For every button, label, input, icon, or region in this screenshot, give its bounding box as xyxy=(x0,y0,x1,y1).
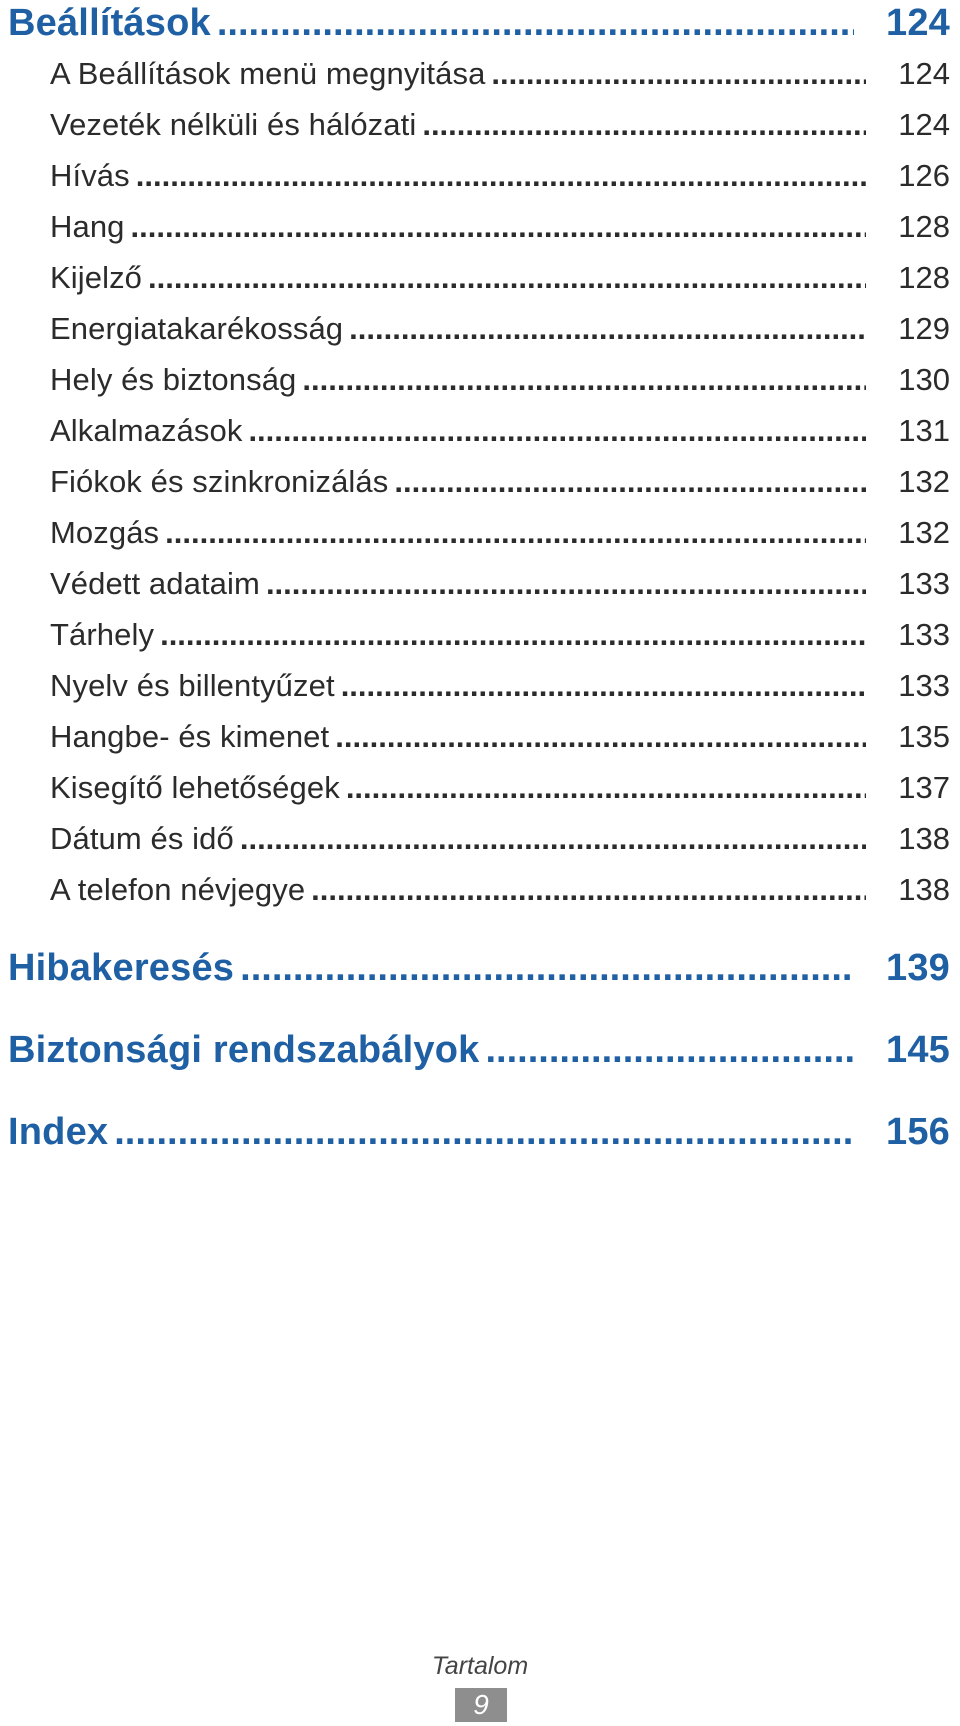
toc-item-title: Kisegítő lehetőségek xyxy=(50,770,340,805)
toc-leader-dots xyxy=(131,209,866,245)
toc-page-number: 132 xyxy=(898,464,950,499)
toc-leader-dots xyxy=(240,821,866,857)
toc-item-title: Hangbe- és kimenet xyxy=(50,719,330,754)
toc-item-title: Alkalmazások xyxy=(50,413,243,448)
toc-section-title: Index xyxy=(8,1111,109,1153)
toc-leader-dots xyxy=(485,1029,854,1072)
toc-item-title: Energiatakarékosság xyxy=(50,311,344,346)
toc-page-number: 129 xyxy=(898,311,950,346)
toc-item[interactable] xyxy=(50,107,950,143)
footer-section-label: Tartalom xyxy=(431,1652,529,1680)
toc-page-number: 138 xyxy=(898,872,950,907)
toc-leader-dots xyxy=(346,770,866,806)
toc-leader-dots xyxy=(349,311,866,347)
toc-item[interactable] xyxy=(50,362,950,398)
toc-item[interactable] xyxy=(50,668,950,704)
toc-item[interactable] xyxy=(50,413,950,449)
toc-item-title: A telefon névjegye xyxy=(50,872,306,907)
toc-item-title: Hívás xyxy=(50,158,130,193)
toc-leader-dots xyxy=(266,566,866,602)
toc-item[interactable] xyxy=(50,872,950,908)
toc-leader-dots xyxy=(302,362,866,398)
toc-page-number: 124 xyxy=(885,2,950,44)
toc-item[interactable] xyxy=(50,311,950,347)
toc-item-title: Hely és biztonság xyxy=(50,362,297,397)
toc-item[interactable] xyxy=(50,209,950,245)
toc-leader-dots xyxy=(335,719,866,755)
toc-page-number: 128 xyxy=(898,260,950,295)
toc-leader-dots xyxy=(491,56,866,92)
toc-item[interactable] xyxy=(50,566,950,602)
toc-item-title: Hang xyxy=(50,209,125,244)
toc-page-number: 133 xyxy=(898,617,950,652)
toc-section-title: Biztonsági rendszabályok xyxy=(8,1029,480,1071)
toc-page-number: 126 xyxy=(898,158,950,193)
toc-leader-dots xyxy=(165,515,866,551)
toc-item[interactable] xyxy=(50,770,950,806)
toc-leader-dots xyxy=(114,1111,854,1154)
toc-leader-dots xyxy=(136,158,866,194)
toc-page-number: 132 xyxy=(898,515,950,550)
toc-page-number: 156 xyxy=(885,1111,950,1153)
toc-page-number: 124 xyxy=(898,107,950,142)
toc-section-settings[interactable] xyxy=(8,2,950,45)
toc-section-title: Beállítások xyxy=(8,2,211,44)
toc-leader-dots xyxy=(240,947,854,990)
toc-item[interactable] xyxy=(50,158,950,194)
toc-section-troubleshooting[interactable] xyxy=(8,947,950,990)
toc-section-index[interactable] xyxy=(8,1111,950,1154)
toc-leader-dots xyxy=(248,413,866,449)
toc-item[interactable] xyxy=(50,515,950,551)
toc-page-number: 138 xyxy=(898,821,950,856)
toc-leader-dots xyxy=(422,107,866,143)
toc-leader-dots xyxy=(217,2,854,45)
toc-page-number: 135 xyxy=(898,719,950,754)
toc-page-number: 131 xyxy=(898,413,950,448)
toc-leader-dots xyxy=(341,668,866,704)
toc-item[interactable] xyxy=(50,617,950,653)
toc-page-number: 130 xyxy=(898,362,950,397)
toc-leader-dots xyxy=(311,872,866,908)
toc-leader-dots xyxy=(148,260,866,296)
toc-page-number: 139 xyxy=(885,947,950,989)
toc-item-title: Nyelv és billentyűzet xyxy=(50,668,335,703)
toc-item-title: Tárhely xyxy=(50,617,155,652)
toc-page-number: 137 xyxy=(898,770,950,805)
toc-item-title: Fiókok és szinkronizálás xyxy=(50,464,389,499)
toc-section-title: Hibakeresés xyxy=(8,947,235,989)
toc-leader-dots xyxy=(394,464,866,500)
toc-leader-dots xyxy=(160,617,866,653)
toc-page-number: 133 xyxy=(898,668,950,703)
toc-page-number: 145 xyxy=(885,1029,950,1071)
toc-item[interactable] xyxy=(50,719,950,755)
toc-item-title: A Beállítások menü megnyitása xyxy=(50,56,486,91)
toc-item-title: Kijelző xyxy=(50,260,143,295)
toc-item[interactable] xyxy=(50,464,950,500)
toc-item-title: Védett adataim xyxy=(50,566,260,601)
toc-page-number: 128 xyxy=(898,209,950,244)
toc-page-number: 124 xyxy=(898,56,950,91)
toc-item[interactable] xyxy=(50,56,950,92)
footer-page-number: 9 xyxy=(455,1688,507,1722)
toc-item[interactable] xyxy=(50,821,950,857)
toc-item-title: Mozgás xyxy=(50,515,160,550)
toc-page-number: 133 xyxy=(898,566,950,601)
toc-item-title: Vezeték nélküli és hálózati xyxy=(50,107,417,142)
toc-item-title: Dátum és idő xyxy=(50,821,234,856)
toc-section-safety[interactable] xyxy=(8,1029,950,1072)
toc-item[interactable] xyxy=(50,260,950,296)
